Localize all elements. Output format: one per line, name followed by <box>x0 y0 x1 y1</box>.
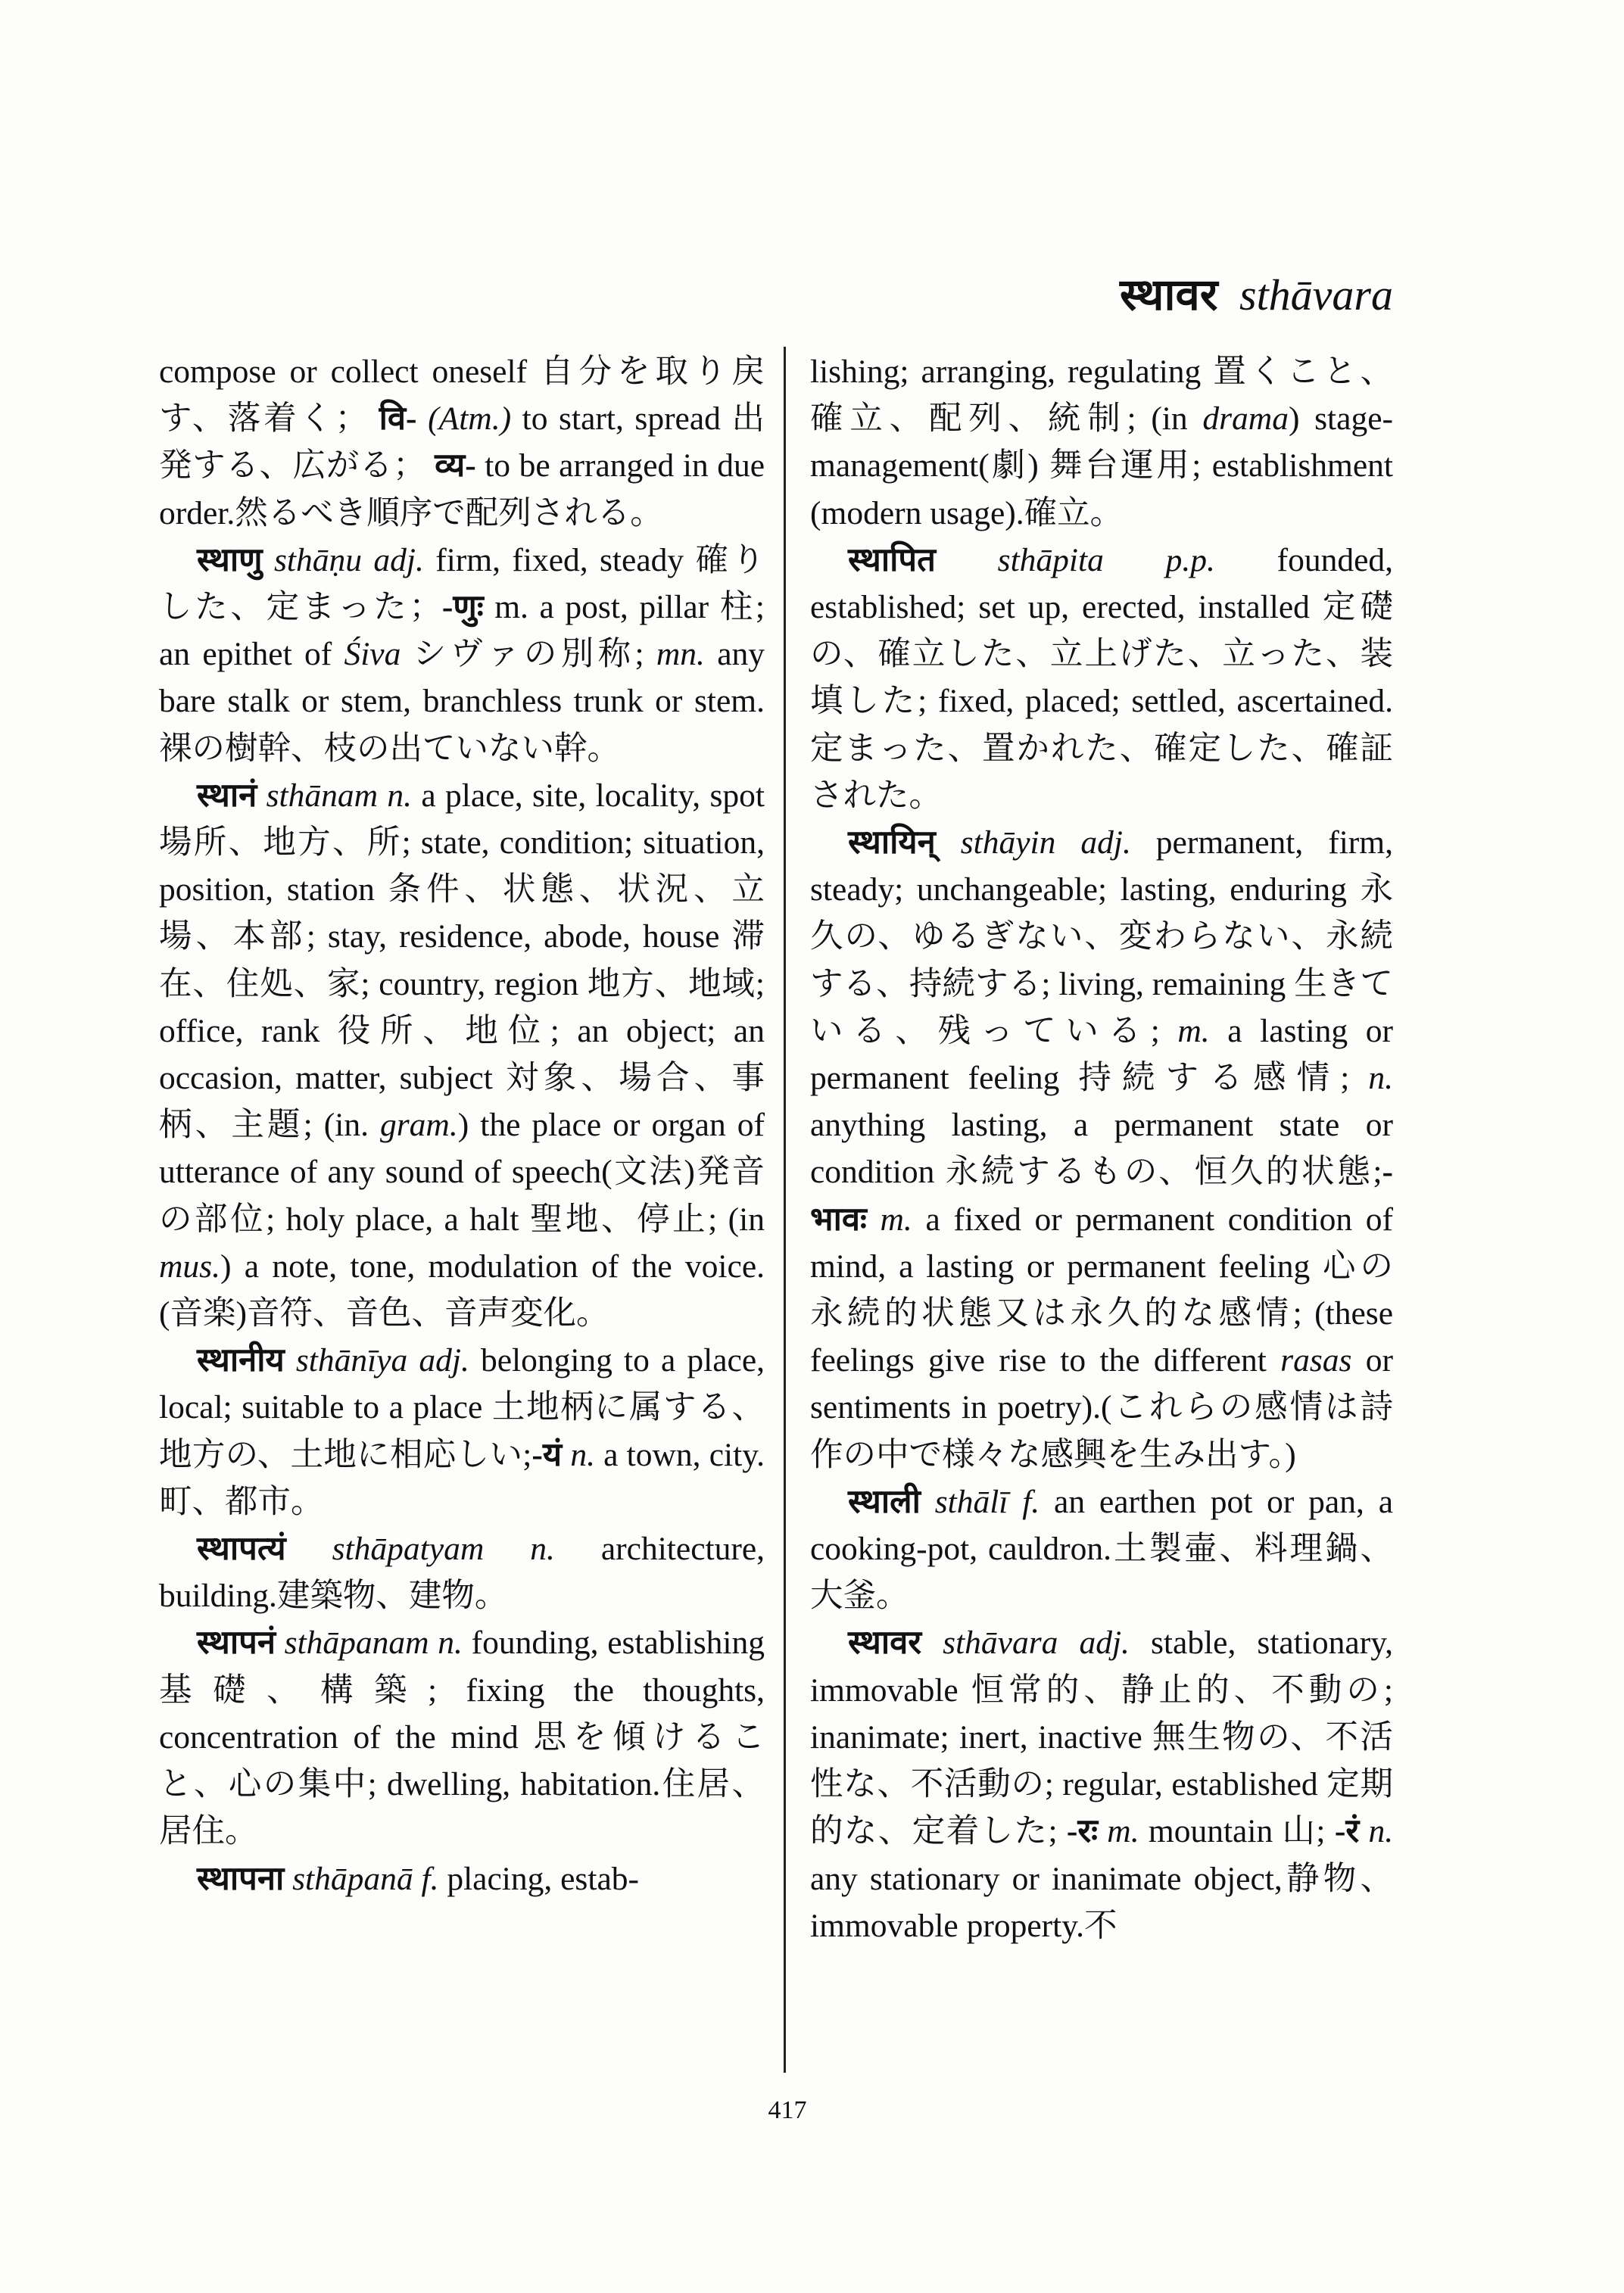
entry-text: belonging to a place, local; suitable to a place 土地柄に属する、地方の、土地に相応しい; <box>159 1342 765 1473</box>
grammar-note: mn. <box>656 636 705 673</box>
subform: -यं <box>531 1436 563 1473</box>
subform: -रं <box>1334 1813 1360 1850</box>
left-column <box>159 348 765 1902</box>
entry-text: any bare stalk or stem, branchless trunk or stem.裸の樹幹、枝の出ていない幹。 <box>159 636 765 767</box>
headword: स्थायिन् <box>848 824 936 861</box>
entry-text: placing, estab- <box>447 1860 639 1897</box>
entry-text: to be arranged in due order.然るべき順序で配列される。 <box>159 447 765 531</box>
entry-text: a place, site, locality, spot 場所、地方、所; state, condition; situation, position, station 条件、状態、状況、立場、本部; stay, residence, abode, house 滞在、住処、家; country, region 地方、地域; office, rank 役所、地位; an object; an occasion, matter, subject 対象、場合、事柄、主題; (in. <box>159 777 765 1144</box>
prefix-vya: व्य- <box>435 447 476 484</box>
transliteration: sthāpanam n. <box>284 1625 463 1662</box>
entry-text: a fixed or permanent condition of mind, a lasting or permanent feeling 心の永続的状態又は永久的な感情; (these feelings give rise to the different <box>810 1201 1393 1379</box>
continued-entry <box>159 348 765 537</box>
running-head <box>1090 269 1393 322</box>
headword: स्थापत्यं <box>197 1531 286 1568</box>
grammar-note: n. <box>570 1436 595 1473</box>
transliteration: sthānīya adj. <box>295 1342 469 1379</box>
grammar-note: m. <box>1107 1813 1139 1850</box>
grammar-note: mus. <box>159 1248 220 1285</box>
entry-text: anything lasting, a permanent state or condition 永続するもの、恒久的状態; <box>810 1107 1393 1191</box>
transliteration: sthāvara adj. <box>943 1625 1130 1662</box>
transliteration: sthāpatyam n. <box>332 1531 555 1568</box>
entry-text: founded, established; set up, erected, installed 定礎の、確立した、立上げた、立った、装填した; fixed, placed; settled, ascertained.定まった、置かれた、確定した、確証された。 <box>810 541 1393 814</box>
continued-entry <box>810 348 1393 537</box>
grammar-note: gram. <box>380 1107 458 1144</box>
prefix-vi: वि- <box>379 400 417 438</box>
headword: स्थापनं <box>197 1625 276 1662</box>
headword: स्थाली <box>848 1483 921 1520</box>
entry-text: a lasting or permanent feeling 持続する感情; <box>810 1012 1393 1097</box>
headword: स्थापित <box>848 541 936 578</box>
grammar-note: n. <box>1368 1060 1394 1097</box>
entry-text: to start, spread 出発する、広がる； <box>159 400 765 484</box>
grammar-note: m. <box>880 1201 912 1238</box>
entry-text: architecture, building.建築物、建物。 <box>159 1531 765 1615</box>
transliteration: sthānam n. <box>266 777 413 814</box>
entry-text: founding, establishing 基礎、構築; fixing the thoughts, concentration of the mind 思を傾けること、心の集中; dwelling, habitation.住居、居住。 <box>159 1625 765 1850</box>
headword: स्थापना <box>197 1860 285 1897</box>
entry-sthaniya <box>159 1337 765 1525</box>
entry-text: stable, stationary, immovable 恒常的、静止的、不動の; inanimate; inert, inactive 無生物の、不活性な、不活動の; regular, established 定期的な、定着した; <box>810 1625 1393 1850</box>
entry-sthanam <box>159 772 765 1337</box>
right-column <box>810 348 1393 1949</box>
entry-sthapanam <box>159 1619 765 1855</box>
entry-sthapatyam <box>159 1525 765 1619</box>
column-divider <box>784 347 786 2073</box>
entry-text: ) a note, tone, modulation of the voice.(音楽)音符、音色、音声変化。 <box>159 1248 765 1332</box>
entry-sthali <box>810 1478 1393 1620</box>
entry-text: lishing; arranging, regulating 置くこと、確立、配列、統制; (in <box>810 354 1393 438</box>
entry-text: permanent, firm, steady; unchangeable; lasting, enduring 永久の、ゆるぎない、変わらない、永続する、持続する; living, remaining 生きている、残っている; <box>810 824 1393 1049</box>
headword: स्थाणु <box>197 541 263 578</box>
entry-text: ) stage-management(劇) 舞台運用; establishment (modern usage).確立。 <box>810 400 1393 531</box>
italic-term: drama <box>1202 400 1289 438</box>
grammar-note: m. <box>1177 1012 1210 1049</box>
entry-sthavara <box>810 1619 1393 1949</box>
grammar-note: (Atm.) <box>428 400 512 438</box>
page-number: 417 <box>768 2096 807 2124</box>
transliteration: sthālī f. <box>934 1483 1040 1520</box>
entry-text: compose or collect oneself 自分を取り戻す、落着く； <box>159 354 765 438</box>
entry-sthapana <box>159 1855 765 1902</box>
entry-text: ) the place or organ of utterance of any sound of speech(文法)発音の部位; holy place, a halt 聖地、停止; (in <box>159 1107 765 1238</box>
grammar-note: p.p. <box>1165 541 1215 578</box>
entry-text: m. a post, pillar 柱; an epithet of <box>159 589 765 673</box>
running-head-devanagari: स्थावर <box>1120 270 1218 319</box>
running-head-latin: sthāvara <box>1239 270 1393 319</box>
italic-term: Śiva <box>344 636 401 673</box>
entry-text: a town, city.町、都市。 <box>159 1436 765 1520</box>
entry-sthanu <box>159 537 765 772</box>
entry-text: mountain 山; <box>1148 1813 1326 1850</box>
entry-text: any stationary or inanimate object,静物、 immovable property.不 <box>810 1860 1393 1944</box>
headword: स्थानं <box>197 777 257 814</box>
transliteration: sthāṇu adj. <box>273 541 424 578</box>
headword: स्थानीय <box>197 1342 285 1379</box>
entry-sthapita <box>810 537 1393 819</box>
italic-term: rasas <box>1280 1342 1352 1379</box>
transliteration: sthāyin adj. <box>960 824 1131 861</box>
grammar-note: n. <box>1368 1813 1394 1850</box>
entry-text: firm, fixed, steady 確りした、定まった； <box>159 541 765 626</box>
entry-text: シヴァの別称; <box>413 636 644 673</box>
subform: -णुः <box>441 589 484 626</box>
transliteration: sthāpita <box>997 541 1104 578</box>
subform: -रः <box>1066 1813 1098 1850</box>
entry-text: an earthen pot or pan, a cooking-pot, cauldron.土製壷、料理鍋、大釜。 <box>810 1483 1393 1615</box>
subform: -भावः <box>810 1154 1393 1238</box>
transliteration: sthāpanā f. <box>292 1860 439 1897</box>
headword: स्थावर <box>848 1625 922 1662</box>
entry-sthayin <box>810 819 1393 1478</box>
entry-text: or sentiments in poetry).(これらの感情は詩作の中で様々な感興を生み出す。) <box>810 1342 1394 1473</box>
